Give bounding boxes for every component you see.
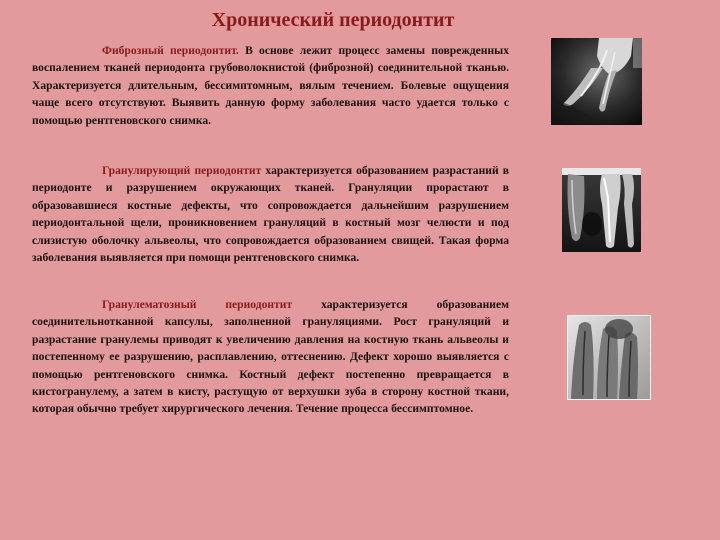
paragraph-fibrous — [32, 42, 509, 129]
xray-image-granulating — [562, 168, 641, 252]
paragraph-lead: Фиброзный периодонтит. — [102, 44, 239, 57]
paragraph-body: характеризуется образованием соединительнотканной капсулы, заполненной грануляциями. Рост грануляций и разрастание гранулемы приводят к увеличению давления на костную ткань альвеолы и постепенному ее разрушению, расплавлению, оттеснению. Дефект хорошо выявляется с помощью рентгеновского снимка. Костный дефект постепенно превращается в кистогранулему, а затем в кисту, растущую от верхушки зуба в сторону костной ткани, которая обычно требует хирургического лечения. Течение процесса бессимптомное. — [32, 298, 509, 416]
xray-image-granulomatous — [567, 315, 651, 400]
paragraph-granulating — [32, 162, 509, 266]
paragraph-body: В основе лежит процесс замены поврежденных воспалением тканей периодонта грубоволокнистой (фиброзной) соединительной тканью. Характеризуется длительным, бессимптомным, вялым течением. Болевые ощущения чаще всего отсутствуют. Выявить данную форму заболевания часто удается только с помощью рентгеновского снимка. — [32, 44, 509, 127]
paragraph-granulomatous — [32, 296, 509, 418]
paragraph-lead: Гранулематозный периодонтит — [102, 298, 293, 311]
xray-image-fibrous — [551, 38, 642, 125]
paragraph-body: характеризуется образованием разрастаний в периодонте и разрушением окружающих тканей. Грануляции прорастают в образовавшиеся костные дефекты, что сопровождается дальнейшим разрушением периодонтальной щели, проникновением грануляций в костный мозг челюсти и под слизистую оболочку альвеолы, что сопровождается образованием свищей. Такая форма заболевания выявляется при помощи рентгеновского снимка. — [32, 164, 509, 265]
page-title: Хронический периодонтит — [211, 9, 455, 31]
paragraph-lead: Гранулирующий периодонтит — [102, 164, 262, 177]
